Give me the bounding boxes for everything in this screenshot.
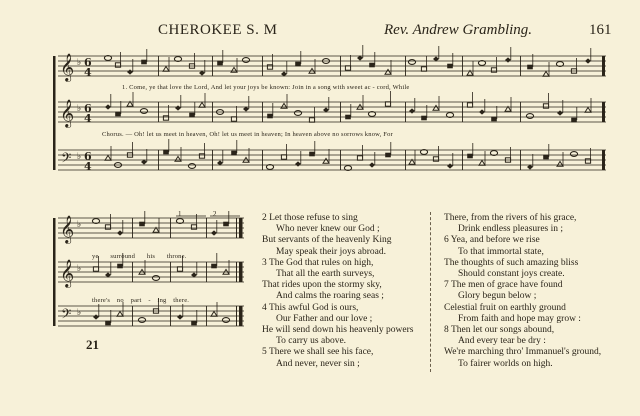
- verse-line: From faith and hope may grow :: [458, 313, 581, 324]
- note: [117, 264, 123, 269]
- verse-line: 4 This awful God is ours,: [262, 302, 359, 313]
- note: [527, 65, 533, 70]
- time-signature-top: 6: [84, 56, 92, 69]
- time-signature-top: 6: [84, 150, 92, 163]
- barline: [212, 56, 213, 76]
- note: [557, 161, 563, 166]
- note: [357, 156, 362, 160]
- verse-line: That all the earth surveys,: [276, 269, 375, 280]
- barline: [212, 150, 213, 170]
- note: [447, 64, 453, 69]
- barline: [462, 56, 463, 76]
- final-barline: [602, 56, 605, 76]
- note: [231, 151, 237, 156]
- note: [211, 264, 217, 269]
- note: [421, 67, 426, 71]
- note: [127, 69, 133, 74]
- system1-alto-lyric: Chorus. — Oh! let us meet in heaven, Oh! let us meet in heaven; In heaven above no sorrows know, For: [102, 131, 393, 138]
- note: [141, 60, 147, 65]
- final-barline: [602, 102, 605, 122]
- first-ending-mark: 1: [178, 210, 182, 218]
- flat-sign: ♭: [77, 308, 82, 318]
- flat-sign: ♭: [77, 264, 82, 274]
- tune-title: CHEROKEE S. M: [158, 22, 278, 38]
- barline: [405, 102, 406, 122]
- final-barline: [602, 150, 605, 170]
- note: [175, 105, 181, 110]
- flat-sign: ♭: [77, 152, 82, 162]
- barline: [206, 218, 207, 238]
- verse-line: 7 The men of grace have found: [444, 280, 563, 291]
- note: [408, 60, 415, 65]
- final-barline-thin: [236, 218, 237, 238]
- note: [585, 58, 591, 63]
- verse-line: Glory begun below ;: [458, 291, 537, 302]
- barline: [520, 56, 521, 76]
- system2-alto-lyric: there's no part - ing there.: [92, 297, 190, 304]
- note: [177, 267, 182, 271]
- note: [93, 314, 99, 319]
- note: [433, 105, 439, 110]
- note: [211, 230, 217, 235]
- note: [447, 163, 453, 168]
- note: [117, 311, 123, 316]
- note: [117, 230, 123, 235]
- verse-line: And calms the roaring seas ;: [276, 291, 384, 302]
- note: [385, 69, 391, 74]
- note: [222, 318, 229, 323]
- barline: [462, 102, 463, 122]
- note: [309, 152, 315, 157]
- verse-line: We're marching thro' Immanuel's ground,: [444, 347, 602, 358]
- barline: [158, 102, 159, 122]
- barline: [462, 150, 463, 170]
- verse-line: 6 Yea, and before we rise: [444, 235, 540, 246]
- note: [163, 66, 169, 71]
- verse-line: To carry us above.: [276, 336, 347, 347]
- note: [323, 158, 329, 163]
- note: [231, 117, 236, 121]
- treble-clef: 𝄞: [60, 259, 75, 287]
- note: [309, 118, 314, 122]
- bass-clef: 𝄢: [61, 150, 72, 169]
- barline: [262, 102, 263, 122]
- note: [223, 222, 229, 227]
- note: [571, 118, 577, 123]
- barline: [520, 150, 521, 170]
- note: [295, 62, 301, 67]
- note: [467, 103, 472, 107]
- treble-clef: 𝄞: [60, 99, 75, 127]
- note: [105, 225, 110, 229]
- note: [543, 155, 549, 160]
- verse-line: Our Father and our love ;: [276, 313, 373, 324]
- note: [152, 276, 159, 281]
- barline: [170, 218, 171, 238]
- note: [93, 267, 98, 271]
- note: [191, 225, 196, 229]
- verse-line: 5 There we shall see his face,: [262, 347, 374, 358]
- note: [479, 109, 485, 114]
- note: [281, 103, 287, 108]
- system2-treble-lyric: ye surround his throne.: [92, 253, 187, 260]
- note: [163, 116, 168, 120]
- note: [385, 102, 390, 106]
- time-signature-bottom: 4: [84, 160, 92, 173]
- note: [231, 67, 237, 72]
- note: [188, 164, 195, 169]
- verse-line: Who never knew our God ;: [276, 224, 380, 235]
- barline: [340, 56, 341, 76]
- flat-sign: ♭: [77, 104, 82, 114]
- verse-line: But servants of the heavenly King: [262, 235, 392, 246]
- note: [570, 152, 577, 157]
- note: [467, 154, 473, 159]
- note: [543, 104, 548, 108]
- note: [139, 222, 145, 227]
- barline: [262, 150, 263, 170]
- barline: [405, 56, 406, 76]
- barline: [132, 218, 133, 238]
- note: [585, 159, 590, 163]
- note: [115, 112, 121, 117]
- barline: [132, 262, 133, 282]
- barline: [520, 102, 521, 122]
- column-divider: [430, 212, 431, 372]
- note: [217, 61, 223, 66]
- note: [505, 57, 511, 62]
- verse-line: And never, never sin ;: [276, 358, 360, 369]
- note: [189, 113, 195, 118]
- note: [281, 155, 286, 159]
- note: [191, 321, 197, 326]
- verse-line: He will send down his heavenly powers: [262, 325, 414, 336]
- note: [385, 153, 391, 158]
- page-number: 161: [589, 22, 612, 38]
- note: [557, 110, 563, 115]
- note: [543, 71, 549, 76]
- note: [138, 318, 145, 323]
- note: [140, 109, 147, 114]
- note: [211, 311, 217, 316]
- treble-clef: 𝄞: [60, 215, 75, 243]
- barline: [158, 56, 159, 76]
- page-footer-number: 21: [86, 337, 99, 352]
- final-barline-thick: [239, 262, 243, 282]
- note: [345, 66, 350, 70]
- note: [433, 157, 438, 161]
- note: [479, 160, 485, 165]
- verse-line: The thoughts of such amazing bliss: [444, 257, 579, 268]
- note: [295, 161, 301, 166]
- barline: [262, 56, 263, 76]
- barline: [206, 262, 207, 282]
- verse-line: Drink endless pleasures in ;: [458, 224, 564, 235]
- second-ending-mark: 2: [213, 210, 217, 218]
- note: [345, 115, 351, 120]
- verse-line: 2 Let those refuse to sing: [262, 213, 358, 223]
- time-signature-bottom: 4: [84, 112, 92, 125]
- barline: [212, 102, 213, 122]
- note: [242, 58, 249, 63]
- verse-line: To fairer worlds on high.: [458, 358, 553, 369]
- barline: [170, 306, 171, 326]
- verse-line: Should constant joys create.: [458, 269, 565, 280]
- note: [115, 63, 120, 67]
- barline: [132, 306, 133, 326]
- verse-line: Celestial fruit on earthly ground: [444, 302, 566, 313]
- barline: [405, 150, 406, 170]
- treble-clef: 𝄞: [60, 53, 75, 81]
- verse-line: There, from the rivers of his grace,: [444, 213, 577, 223]
- note: [526, 114, 533, 119]
- note: [199, 102, 205, 107]
- note: [585, 107, 591, 112]
- note: [105, 104, 111, 109]
- note: [409, 108, 415, 113]
- barline: [158, 150, 159, 170]
- flat-sign: ♭: [77, 220, 82, 230]
- verses-column-left: [262, 213, 413, 370]
- barline: [206, 306, 207, 326]
- system2-brace: [53, 218, 56, 326]
- note: [491, 68, 496, 72]
- note: [294, 111, 301, 116]
- note: [267, 65, 272, 69]
- system1-brace: [53, 56, 56, 170]
- final-barline-thin: [236, 306, 237, 326]
- composer-credit: Rev. Andrew Grambling.: [384, 22, 533, 38]
- time-signature-bottom: 4: [84, 66, 92, 79]
- note: [105, 155, 111, 160]
- bass-clef: 𝄢: [61, 306, 72, 325]
- note: [177, 314, 183, 319]
- final-barline-thin: [236, 262, 237, 282]
- note: [491, 117, 497, 122]
- verse-line: And every tear be dry :: [458, 336, 546, 347]
- time-signature-top: 6: [84, 102, 92, 115]
- note: [267, 114, 273, 119]
- note: [105, 321, 111, 326]
- barline: [170, 262, 171, 282]
- note: [175, 156, 181, 161]
- verse-line: May speak their joys abroad.: [276, 246, 387, 257]
- note: [199, 154, 204, 158]
- verses-column-right: [444, 213, 601, 370]
- verse-line: 8 Then let our songs abound,: [444, 325, 555, 336]
- verse-line: To that immortal state,: [458, 246, 544, 257]
- note: [369, 63, 375, 68]
- verse-line: That rides upon the stormy sky,: [262, 280, 382, 291]
- system1-treble-lyric: 1. Come, ye that love the Lord, And let your joys be known: Join in a song with sweet ac - cord, While: [122, 84, 410, 91]
- verse-line: 3 The God that rules on high,: [262, 257, 374, 268]
- barline: [340, 150, 341, 170]
- note: [369, 162, 375, 167]
- final-barline-thick: [239, 218, 243, 238]
- note: [163, 150, 169, 155]
- note: [421, 116, 427, 121]
- flat-sign: ♭: [77, 58, 82, 68]
- final-barline-thick: [239, 306, 243, 326]
- barline: [340, 102, 341, 122]
